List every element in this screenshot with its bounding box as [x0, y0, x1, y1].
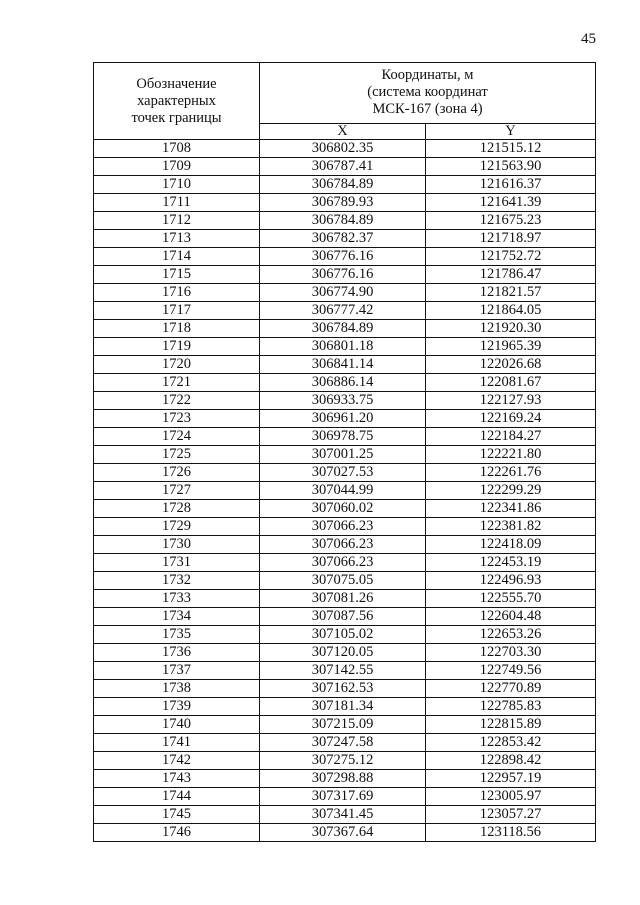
x-coordinate-cell: 306787.41: [260, 158, 426, 176]
x-coordinate-cell: 307247.58: [260, 734, 426, 752]
table-row: [94, 626, 596, 644]
table-row: [94, 338, 596, 356]
y-coordinate-cell: 121965.39: [426, 338, 596, 356]
x-coordinate-cell: 307367.64: [260, 824, 426, 842]
table-row: [94, 734, 596, 752]
table-row: [94, 680, 596, 698]
header-point-label: Обозначение характерных точек границы: [94, 63, 260, 140]
table-row: [94, 212, 596, 230]
table-row: [94, 698, 596, 716]
y-coordinate-cell: 121864.05: [426, 302, 596, 320]
x-coordinate-cell: 306841.14: [260, 356, 426, 374]
x-coordinate-cell: 306789.93: [260, 194, 426, 212]
y-coordinate-cell: 122299.29: [426, 482, 596, 500]
x-coordinate-cell: 306776.16: [260, 248, 426, 266]
x-coordinate-cell: 307142.55: [260, 662, 426, 680]
point-id-cell: 1725: [94, 446, 260, 464]
table-row: [94, 374, 596, 392]
y-coordinate-cell: 121616.37: [426, 176, 596, 194]
y-coordinate-cell: 121515.12: [426, 140, 596, 158]
table-row: [94, 446, 596, 464]
table-row: [94, 302, 596, 320]
x-coordinate-cell: 306933.75: [260, 392, 426, 410]
table-row: [94, 392, 596, 410]
x-coordinate-cell: 307001.25: [260, 446, 426, 464]
point-id-cell: 1714: [94, 248, 260, 266]
x-coordinate-cell: 307044.99: [260, 482, 426, 500]
table-row: [94, 500, 596, 518]
y-coordinate-cell: 122770.89: [426, 680, 596, 698]
point-id-cell: 1736: [94, 644, 260, 662]
y-coordinate-cell: 122653.26: [426, 626, 596, 644]
x-coordinate-cell: 306886.14: [260, 374, 426, 392]
y-coordinate-cell: 123005.97: [426, 788, 596, 806]
x-coordinate-cell: 307162.53: [260, 680, 426, 698]
y-coordinate-cell: 121675.23: [426, 212, 596, 230]
y-coordinate-cell: 122898.42: [426, 752, 596, 770]
x-coordinate-cell: 307075.05: [260, 572, 426, 590]
x-coordinate-cell: 307317.69: [260, 788, 426, 806]
point-id-cell: 1732: [94, 572, 260, 590]
x-coordinate-cell: 307066.23: [260, 554, 426, 572]
point-id-cell: 1729: [94, 518, 260, 536]
table-row: [94, 320, 596, 338]
header-x: X: [260, 123, 426, 140]
table-row: [94, 284, 596, 302]
table-row: [94, 464, 596, 482]
point-id-cell: 1726: [94, 464, 260, 482]
point-id-cell: 1728: [94, 500, 260, 518]
point-id-cell: 1739: [94, 698, 260, 716]
y-coordinate-cell: 122381.82: [426, 518, 596, 536]
table-row: [94, 266, 596, 284]
y-coordinate-cell: 121786.47: [426, 266, 596, 284]
table-row: [94, 590, 596, 608]
y-coordinate-cell: 122853.42: [426, 734, 596, 752]
table-row: [94, 770, 596, 788]
y-coordinate-cell: 121920.30: [426, 320, 596, 338]
x-coordinate-cell: 307066.23: [260, 536, 426, 554]
x-coordinate-cell: 306774.90: [260, 284, 426, 302]
x-coordinate-cell: 307081.26: [260, 590, 426, 608]
x-coordinate-cell: 307275.12: [260, 752, 426, 770]
x-coordinate-cell: 307181.34: [260, 698, 426, 716]
table-row: [94, 716, 596, 734]
x-coordinate-cell: 307105.02: [260, 626, 426, 644]
table-row: [94, 608, 596, 626]
y-coordinate-cell: 122703.30: [426, 644, 596, 662]
y-coordinate-cell: 122957.19: [426, 770, 596, 788]
point-id-cell: 1731: [94, 554, 260, 572]
point-id-cell: 1712: [94, 212, 260, 230]
table-row: [94, 554, 596, 572]
point-id-cell: 1733: [94, 590, 260, 608]
x-coordinate-cell: 306782.37: [260, 230, 426, 248]
point-id-cell: 1737: [94, 662, 260, 680]
table-row: [94, 572, 596, 590]
point-id-cell: 1713: [94, 230, 260, 248]
table-row: [94, 176, 596, 194]
x-coordinate-cell: 306784.89: [260, 212, 426, 230]
point-id-cell: 1724: [94, 428, 260, 446]
y-coordinate-cell: 122749.56: [426, 662, 596, 680]
point-id-cell: 1709: [94, 158, 260, 176]
y-coordinate-cell: 122453.19: [426, 554, 596, 572]
table-row: [94, 194, 596, 212]
table-header: [94, 63, 596, 140]
point-id-cell: 1735: [94, 626, 260, 644]
point-id-cell: 1727: [94, 482, 260, 500]
y-coordinate-cell: 122418.09: [426, 536, 596, 554]
x-coordinate-cell: 307087.56: [260, 608, 426, 626]
x-coordinate-cell: 306802.35: [260, 140, 426, 158]
point-id-cell: 1717: [94, 302, 260, 320]
x-coordinate-cell: 306784.89: [260, 320, 426, 338]
point-id-cell: 1722: [94, 392, 260, 410]
point-id-cell: 1734: [94, 608, 260, 626]
table-row: [94, 248, 596, 266]
y-coordinate-cell: 121563.90: [426, 158, 596, 176]
x-coordinate-cell: 307027.53: [260, 464, 426, 482]
point-id-cell: 1716: [94, 284, 260, 302]
table-row: [94, 482, 596, 500]
table-row: [94, 410, 596, 428]
point-id-cell: 1723: [94, 410, 260, 428]
point-id-cell: 1744: [94, 788, 260, 806]
point-id-cell: 1746: [94, 824, 260, 842]
point-id-cell: 1743: [94, 770, 260, 788]
y-coordinate-cell: 122341.86: [426, 500, 596, 518]
point-id-cell: 1740: [94, 716, 260, 734]
y-coordinate-cell: 122221.80: [426, 446, 596, 464]
x-coordinate-cell: 306801.18: [260, 338, 426, 356]
y-coordinate-cell: 122555.70: [426, 590, 596, 608]
y-coordinate-cell: 121641.39: [426, 194, 596, 212]
y-coordinate-cell: 122261.76: [426, 464, 596, 482]
coordinates-table: [93, 62, 596, 842]
point-id-cell: 1718: [94, 320, 260, 338]
y-coordinate-cell: 123057.27: [426, 806, 596, 824]
y-coordinate-cell: 122127.93: [426, 392, 596, 410]
table-row: [94, 752, 596, 770]
y-coordinate-cell: 122604.48: [426, 608, 596, 626]
y-coordinate-cell: 122785.83: [426, 698, 596, 716]
x-coordinate-cell: 306961.20: [260, 410, 426, 428]
point-id-cell: 1741: [94, 734, 260, 752]
y-coordinate-cell: 121718.97: [426, 230, 596, 248]
y-coordinate-cell: 121821.57: [426, 284, 596, 302]
x-coordinate-cell: 307060.02: [260, 500, 426, 518]
point-id-cell: 1721: [94, 374, 260, 392]
y-coordinate-cell: 122815.89: [426, 716, 596, 734]
x-coordinate-cell: 306776.16: [260, 266, 426, 284]
table-row: [94, 518, 596, 536]
point-id-cell: 1719: [94, 338, 260, 356]
table-row: [94, 230, 596, 248]
point-id-cell: 1710: [94, 176, 260, 194]
x-coordinate-cell: 306777.42: [260, 302, 426, 320]
table-row: [94, 536, 596, 554]
table-row: [94, 806, 596, 824]
point-id-cell: 1720: [94, 356, 260, 374]
point-id-cell: 1745: [94, 806, 260, 824]
table-row: [94, 662, 596, 680]
x-coordinate-cell: 307120.05: [260, 644, 426, 662]
x-coordinate-cell: 306978.75: [260, 428, 426, 446]
x-coordinate-cell: 307066.23: [260, 518, 426, 536]
point-id-cell: 1711: [94, 194, 260, 212]
point-id-cell: 1730: [94, 536, 260, 554]
header-y: Y: [426, 123, 596, 140]
table-row: [94, 788, 596, 806]
y-coordinate-cell: 122496.93: [426, 572, 596, 590]
y-coordinate-cell: 121752.72: [426, 248, 596, 266]
page-number: 45: [581, 31, 596, 47]
table-row: [94, 644, 596, 662]
point-id-cell: 1708: [94, 140, 260, 158]
x-coordinate-cell: 307215.09: [260, 716, 426, 734]
point-id-cell: 1738: [94, 680, 260, 698]
point-id-cell: 1742: [94, 752, 260, 770]
y-coordinate-cell: 123118.56: [426, 824, 596, 842]
table-row: [94, 356, 596, 374]
table-body: [94, 140, 596, 842]
table-row: [94, 824, 596, 842]
table-row: [94, 428, 596, 446]
y-coordinate-cell: 122169.24: [426, 410, 596, 428]
x-coordinate-cell: 307298.88: [260, 770, 426, 788]
header-coordinates: Координаты, м (система координат МСК-167 (зона 4): [260, 63, 596, 124]
table-row: [94, 140, 596, 158]
y-coordinate-cell: 122184.27: [426, 428, 596, 446]
point-id-cell: 1715: [94, 266, 260, 284]
x-coordinate-cell: 307341.45: [260, 806, 426, 824]
x-coordinate-cell: 306784.89: [260, 176, 426, 194]
y-coordinate-cell: 122081.67: [426, 374, 596, 392]
table-row: [94, 158, 596, 176]
y-coordinate-cell: 122026.68: [426, 356, 596, 374]
